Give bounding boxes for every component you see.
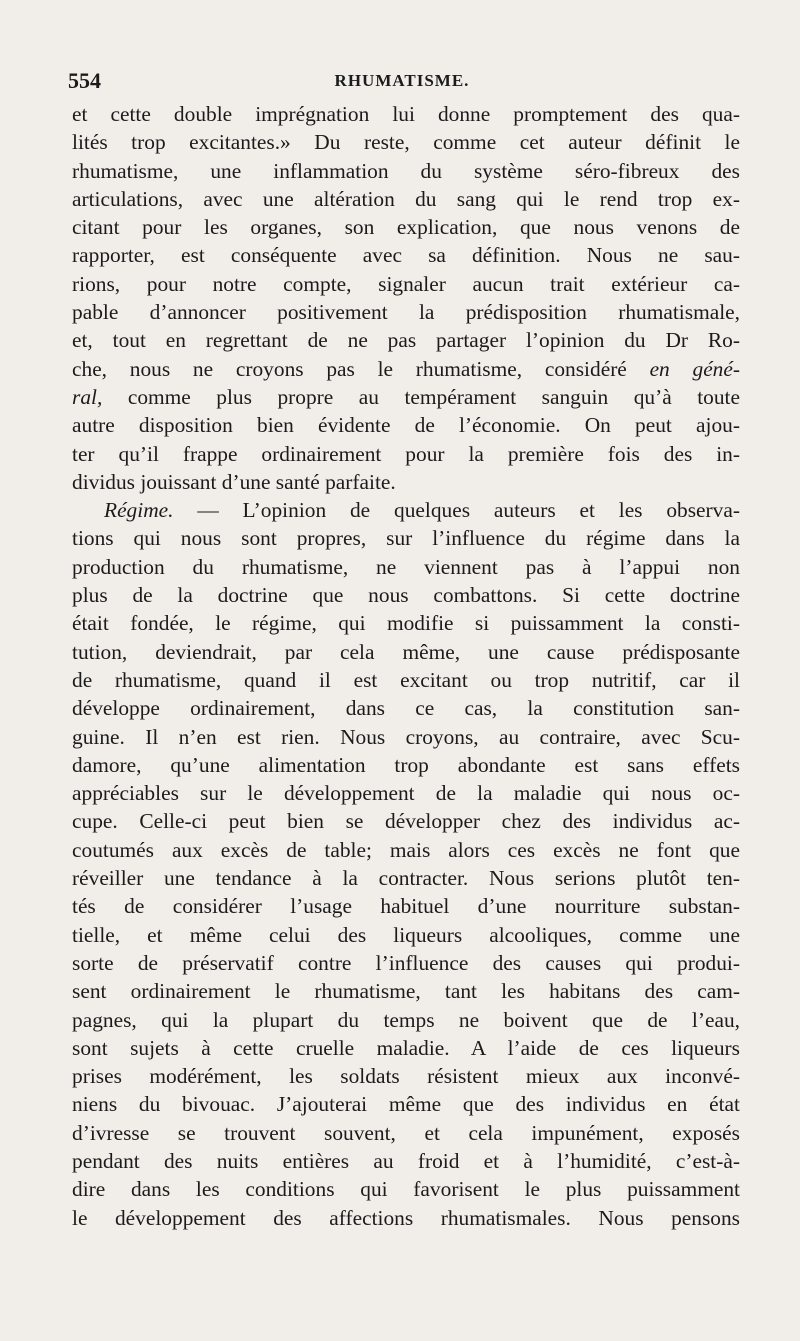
line-text: autre disposition bien évidente de l’économie. On peut ajou- bbox=[72, 413, 740, 438]
text-line bbox=[72, 1119, 740, 1147]
line-text: sent ordinairement le rhumatisme, tant les habitans des cam- bbox=[72, 979, 740, 1004]
text-line bbox=[72, 864, 740, 892]
text-line bbox=[72, 553, 740, 581]
text-line bbox=[72, 524, 740, 552]
text-line bbox=[72, 496, 740, 524]
line-text: appréciables sur le développement de la maladie qui nous oc- bbox=[72, 781, 740, 806]
line-text: ter qu’il frappe ordinairement pour la première fois des in- bbox=[72, 441, 740, 466]
line-text: pendant des nuits entières au froid et à l’humidité, c’est-à- bbox=[72, 1148, 740, 1173]
italic-text: Régime. bbox=[104, 498, 174, 523]
text-line bbox=[72, 440, 740, 468]
text-line bbox=[72, 694, 740, 722]
line-text: tions qui nous sont propres, sur l’influence du régime dans la bbox=[72, 526, 740, 551]
line-text: articulations, avec une altération du sang qui le rend trop ex- bbox=[72, 186, 740, 211]
text-line bbox=[72, 326, 740, 354]
text-line bbox=[72, 581, 740, 609]
line-text: et cette double imprégnation lui donne promptement des qua- bbox=[72, 102, 740, 126]
text-line bbox=[72, 977, 740, 1005]
text-line bbox=[72, 468, 740, 496]
text-line bbox=[72, 1147, 740, 1175]
line-text: — L’opinion de quelques auteurs et les observa- bbox=[173, 498, 740, 523]
text-line bbox=[72, 411, 740, 439]
line-text: lités trop excitantes.» Du reste, comme cet auteur définit le bbox=[72, 130, 740, 155]
text-line bbox=[72, 157, 740, 185]
text-line bbox=[72, 241, 740, 269]
page-number: 554 bbox=[68, 68, 101, 93]
text-line bbox=[72, 383, 740, 411]
text-line bbox=[72, 779, 740, 807]
text-line bbox=[72, 100, 740, 128]
text-line bbox=[72, 921, 740, 949]
text-line bbox=[72, 355, 740, 383]
text-line bbox=[72, 666, 740, 694]
line-text: tielle, et même celui des liqueurs alcooliques, comme une bbox=[72, 922, 740, 947]
text-line bbox=[72, 1062, 740, 1090]
line-text: cupe. Celle-ci peut bien se développer chez des individus ac- bbox=[72, 809, 740, 834]
line-text: che, nous ne croyons pas le rhumatisme, considéré bbox=[72, 356, 650, 381]
line-text: pagnes, qui la plupart du temps ne boivent que de l’eau, bbox=[72, 1007, 740, 1032]
text-line bbox=[72, 807, 740, 835]
text-line bbox=[72, 723, 740, 751]
text-line bbox=[72, 609, 740, 637]
line-text: prises modérément, les soldats résistent mieux aux inconvé- bbox=[72, 1064, 740, 1089]
line-text: comme plus propre au tempérament sanguin qu’à toute bbox=[102, 384, 740, 409]
text-line bbox=[72, 751, 740, 779]
line-text: citant pour les organes, son explication, que nous venons de bbox=[72, 215, 740, 240]
line-text: réveiller une tendance à la contracter. Nous serions plutôt ten- bbox=[72, 866, 740, 891]
text-line bbox=[72, 892, 740, 920]
line-text: sorte de préservatif contre l’influence des causes qui produi- bbox=[72, 950, 740, 975]
line-text: d’ivresse se trouvent souvent, et cela impunément, exposés bbox=[72, 1120, 740, 1145]
line-text: niens du bivouac. J’ajouterai même que des individus en état bbox=[72, 1092, 740, 1117]
line-text: rions, pour notre compte, signaler aucun trait extérieur ca- bbox=[72, 271, 740, 296]
text-line bbox=[72, 185, 740, 213]
line-text: dire dans les conditions qui favorisent le plus puissamment bbox=[72, 1177, 740, 1202]
text-line bbox=[72, 836, 740, 864]
line-text: était fondée, le régime, qui modifie si puissamment la consti- bbox=[72, 611, 740, 636]
line-text: le développement des affections rhumatismales. Nous pensons bbox=[72, 1205, 740, 1230]
line-text: et, tout en regrettant de ne pas partager l’opinion du Dr Ro- bbox=[72, 328, 740, 353]
line-text: sont sujets à cette cruelle maladie. A l’aide de ces liqueurs bbox=[72, 1035, 740, 1060]
text-line bbox=[72, 1204, 740, 1232]
text-line bbox=[72, 270, 740, 298]
line-text: rapporter, est conséquente avec sa définition. Nous ne sau- bbox=[72, 243, 740, 268]
text-line bbox=[72, 949, 740, 977]
italic-text: en géné- bbox=[649, 356, 740, 381]
line-text: dividus jouissant d’une santé parfaite. bbox=[72, 469, 396, 494]
running-head: RHUMATISME. bbox=[334, 71, 470, 90]
line-text: tution, deviendrait, par cela même, une cause prédisposante bbox=[72, 639, 740, 664]
line-text: développe ordinairement, dans ce cas, la constitution san- bbox=[72, 696, 740, 721]
line-text: damore, qu’une alimentation trop abondante est sans effets bbox=[72, 752, 740, 777]
line-text: production du rhumatisme, ne viennent pas à l’appui non bbox=[72, 554, 740, 579]
text-line bbox=[72, 298, 740, 326]
line-text: guine. Il n’en est rien. Nous croyons, au contraire, avec Scu- bbox=[72, 724, 740, 749]
text-line bbox=[72, 1175, 740, 1203]
italic-text: ral, bbox=[72, 384, 103, 409]
text-line bbox=[72, 1090, 740, 1118]
line-text: pable d’annoncer positivement la prédisposition rhumatismale, bbox=[72, 300, 740, 325]
text-line bbox=[72, 128, 740, 156]
line-text: de rhumatisme, quand il est excitant ou trop nutritif, car il bbox=[72, 667, 740, 692]
text-line bbox=[72, 213, 740, 241]
body-text bbox=[72, 100, 740, 1232]
line-text: coutumés aux excès de table; mais alors ces excès ne font que bbox=[72, 837, 740, 862]
text-line bbox=[72, 638, 740, 666]
line-text: plus de la doctrine que nous combattons. Si cette doctrine bbox=[72, 583, 740, 608]
text-line bbox=[72, 1006, 740, 1034]
line-text: rhumatisme, une inflammation du système séro-fibreux des bbox=[72, 158, 740, 183]
text-line bbox=[72, 1034, 740, 1062]
page-header bbox=[68, 66, 736, 96]
line-text: tés de considérer l’usage habituel d’une nourriture substan- bbox=[72, 894, 740, 919]
